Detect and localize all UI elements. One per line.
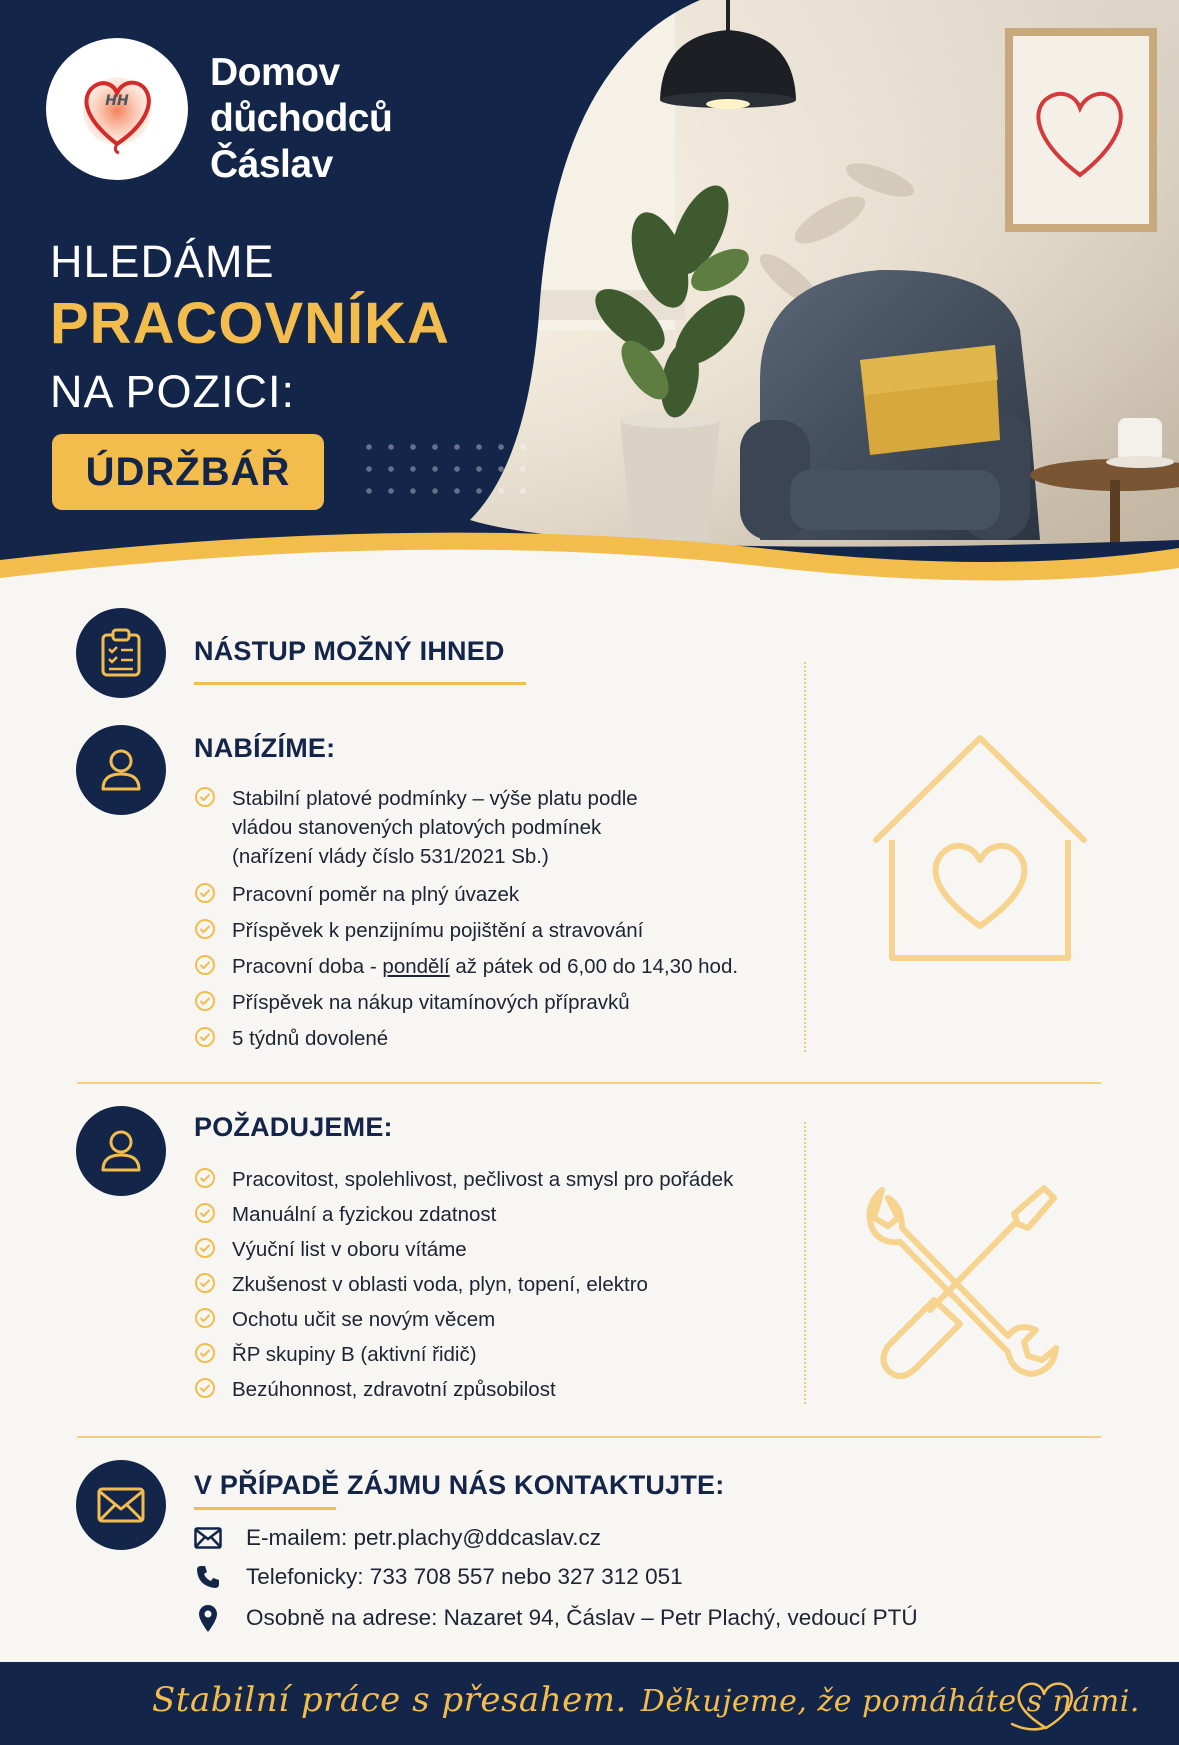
start-title: NÁSTUP MOŽNÝ IHNED [194, 636, 505, 666]
heart-logo-icon [67, 59, 167, 159]
list-item [194, 1165, 794, 1194]
list-item-text [232, 784, 638, 871]
list-item [194, 1024, 794, 1053]
list-item-text: Výuční list v oboru vítáme [232, 1238, 467, 1261]
check-circle-icon [194, 1237, 216, 1259]
contact-phone[interactable]: Telefonicky: 733 708 557 nebo 327 312 051 [246, 1564, 683, 1589]
list-item [194, 1375, 794, 1404]
user-icon [96, 1126, 146, 1176]
list-item-text: Pracovní poměr na plný úvazek [232, 883, 520, 906]
contact-email[interactable]: E-mailem: petr.plachy@ddcaslav.cz [246, 1525, 602, 1550]
hero-banner [0, 0, 1179, 600]
list-item-text: Příspěvek na nákup vitamínových přípravků [232, 991, 630, 1014]
divider-dotted-2 [804, 1122, 806, 1404]
contact-email-row [194, 1524, 601, 1552]
user-icon-circle [76, 1106, 166, 1196]
list-item [194, 1305, 794, 1334]
position-badge: ÚDRŽBÁŘ [52, 434, 324, 510]
list-item-text: Manuální a fyzickou zdatnost [232, 1203, 497, 1226]
check-circle-icon [194, 1377, 216, 1399]
location-pin-icon [194, 1604, 222, 1632]
clipboard-icon-circle [76, 608, 166, 698]
section-divider-1 [77, 1082, 1101, 1084]
list-item [194, 880, 794, 909]
list-item [194, 952, 794, 981]
list-item-line: Stabilní platové podmínky – výše platu podle [232, 787, 638, 810]
list-item-line: vládou stanovených platových podmínek [232, 816, 602, 839]
check-circle-icon [194, 882, 216, 904]
list-item [194, 1235, 794, 1264]
brand-name [210, 50, 392, 188]
envelope-icon [96, 1485, 146, 1525]
check-circle-icon [194, 1272, 216, 1294]
contact-phone-row [194, 1563, 683, 1591]
list-item-text: Pracovitost, spolehlivost, pečlivost a smysl pro pořádek [232, 1168, 734, 1191]
clipboard-icon [97, 627, 145, 679]
headline-line-3: NA POZICI: [50, 366, 296, 417]
start-title-underline [194, 682, 526, 685]
heart-outline-icon [1010, 1678, 1078, 1734]
decorative-dots [358, 436, 538, 506]
footer-bar [0, 1662, 1179, 1745]
list-item [194, 916, 794, 945]
check-circle-icon [194, 1307, 216, 1329]
house-heart-icon [870, 730, 1090, 964]
check-circle-icon [194, 1342, 216, 1364]
list-item [194, 1270, 794, 1299]
logo [46, 38, 188, 180]
check-circle-icon [194, 1202, 216, 1224]
contact-address: Osobně na adrese: Nazaret 94, Čáslav – Petr Plachý, vedoucí PTÚ [246, 1605, 918, 1630]
check-circle-icon [194, 1026, 216, 1048]
list-item [194, 988, 794, 1017]
require-title: POŽADUJEME: [194, 1112, 393, 1142]
user-icon-circle [76, 725, 166, 815]
brand-line-3: Čáslav [210, 143, 333, 186]
headline-line-1: HLEDÁME [50, 236, 275, 287]
svg-text:HH: HH [105, 93, 129, 109]
list-item-line: (nařízení vlády číslo 531/2021 Sb.) [232, 845, 549, 868]
check-circle-icon [194, 1167, 216, 1189]
list-item-text: Příspěvek k penzijnímu pojištění a stravování [232, 919, 644, 942]
mail-icon [194, 1524, 222, 1552]
list-item [194, 784, 794, 871]
envelope-icon-circle [76, 1460, 166, 1550]
contact-address-row [194, 1604, 918, 1632]
list-item [194, 1200, 794, 1229]
divider-dotted-1 [804, 662, 806, 1052]
workday-label: Pracovní doba - [232, 955, 383, 978]
check-circle-icon [194, 954, 216, 976]
slogan-part-2: Děkujeme, že pomáháte s námi. [640, 1684, 1140, 1719]
list-item-text: ŘP skupiny B (aktivní řidič) [232, 1343, 477, 1366]
workday-rest: až pátek od 6,00 do 14,30 hod. [449, 955, 739, 978]
list-item-text: 5 týdnů dovolené [232, 1027, 389, 1050]
list-item-text: Zkušenost v oblasti voda, plyn, topení, elektro [232, 1273, 648, 1296]
phone-icon [194, 1563, 222, 1591]
list-item [194, 1340, 794, 1369]
check-circle-icon [194, 786, 216, 808]
check-circle-icon [194, 918, 216, 940]
headline-line-2: PRACOVNÍKA [50, 291, 450, 356]
brand-line-1: Domov [210, 51, 340, 94]
section-divider-2 [77, 1436, 1101, 1438]
slogan-part-1: Stabilní práce s přesahem. [152, 1680, 627, 1720]
user-icon [96, 745, 146, 795]
workday-underlined: pondělí [382, 955, 450, 978]
list-item-text: Ochotu učit se novým věcem [232, 1308, 496, 1331]
offer-title: NABÍZÍME: [194, 733, 336, 763]
list-item-text [232, 952, 738, 981]
footer-slogan [152, 1680, 1140, 1720]
list-item-text: Bezúhonnost, zdravotní způsobilost [232, 1378, 556, 1401]
brand-line-2: důchodců [210, 97, 393, 140]
tools-icon [858, 1176, 1062, 1384]
check-circle-icon [194, 990, 216, 1012]
contact-title: V PŘÍPADĚ ZÁJMU NÁS KONTAKTUJTE: [194, 1470, 725, 1500]
contact-title-underline [194, 1507, 336, 1510]
